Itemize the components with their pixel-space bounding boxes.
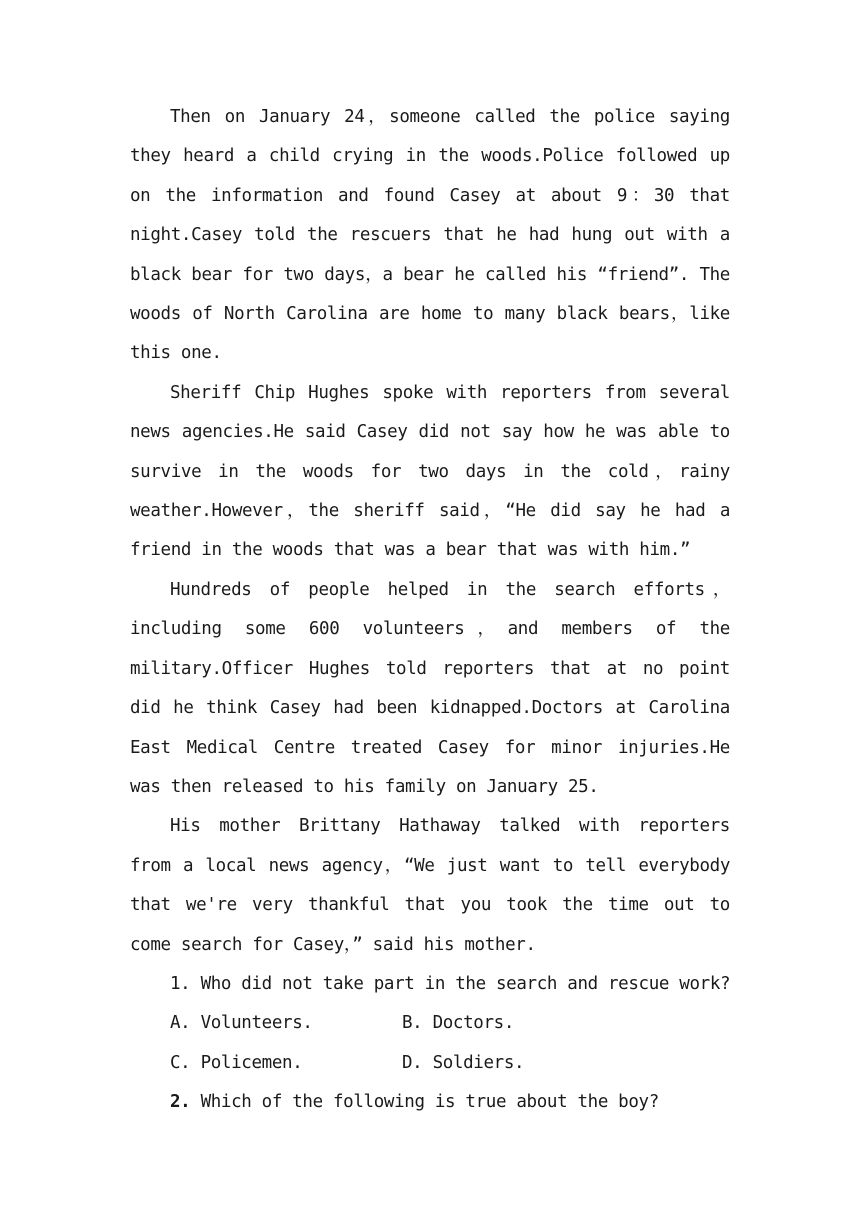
question-2-text: Which of the following is true about the boy?: [200, 1092, 659, 1113]
option-a-label: A.: [170, 1013, 191, 1034]
option-b: [402, 1004, 514, 1043]
question-1-options-row-1: [130, 1004, 730, 1043]
option-d-label: D.: [402, 1052, 423, 1073]
paragraph-2: Sheriff Chip Hughes spoke with reporters from several news agencies.He said Casey did not say how he was able to survive in the woods for two days in the cold，rainy weather.However，the sheriff said，“He did say he had a friend in the woods that was a bear that was with him.”: [130, 382, 730, 561]
paragraph-3: Hundreds of people helped in the search efforts，including some 600 volunteers，and members of the military.Officer Hughes told reporters that at no point did he think Casey had been kidnapped.Doctors at Carolina East Medical Centre treated Casey for minor injuries.He was then released to his family on January 25.: [130, 579, 730, 797]
paragraph-1: Then on January 24，someone called the police saying they heard a child crying in the woods.Police followed up on the information and found Casey at about 9：30 that night.Casey told the rescuers that he had hung out with a black bear for two days，a bear he called his “friend”. The woods of North Carolina are home to many black bears，like this one.: [130, 107, 730, 364]
option-a: [170, 1004, 402, 1043]
option-b-label: B.: [402, 1013, 423, 1034]
option-c: [170, 1044, 402, 1083]
option-d: [402, 1044, 524, 1083]
document-page: [130, 98, 730, 1123]
option-d-text: Soldiers.: [432, 1052, 525, 1073]
question-1-options-row-2: [130, 1044, 730, 1083]
option-a-text: Volunteers.: [200, 1013, 313, 1034]
option-b-text: Doctors.: [432, 1013, 515, 1034]
paragraph-4: His mother Brittany Hathaway talked with reporters from a local news agency，“We just want to tell everybody that we're very thankful that you took the time out to come search for Casey，” said his mother.: [130, 816, 730, 955]
question-2-number: 2.: [170, 1092, 191, 1113]
question-1: [130, 965, 730, 1004]
question-1-number: 1.: [170, 973, 191, 994]
question-2: [130, 1083, 730, 1122]
option-c-text: Policemen.: [200, 1052, 303, 1073]
option-c-label: C.: [170, 1052, 191, 1073]
question-1-text: Who did not take part in the search and rescue work?: [200, 973, 731, 994]
